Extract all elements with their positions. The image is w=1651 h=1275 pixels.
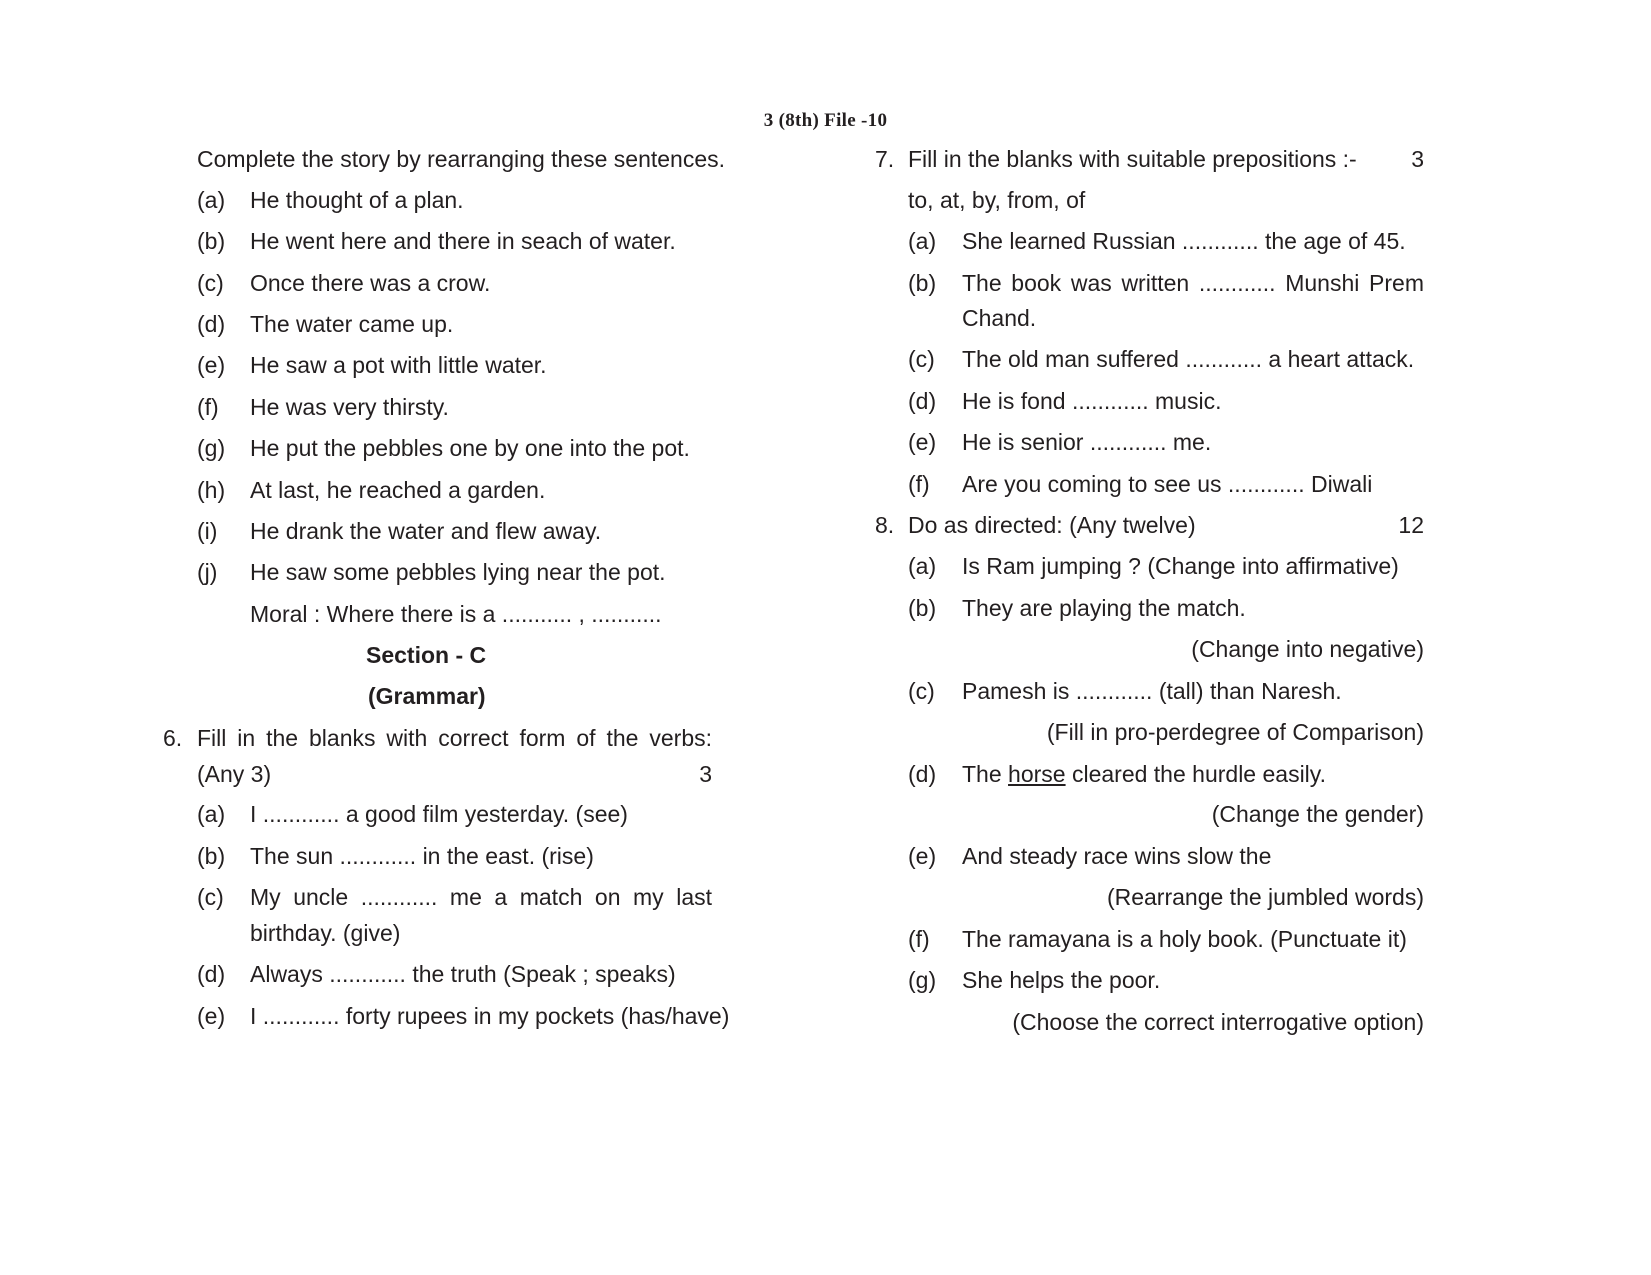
story-item-label: (i) — [197, 518, 218, 544]
story-item-text: He went here and there in seach of water. — [250, 228, 676, 254]
story-item-text: He drank the water and flew away. — [250, 518, 602, 544]
story-item-text: He saw a pot with little water. — [250, 352, 547, 378]
q6-item-text: I ............ forty rupees in my pockets (has/have) — [250, 1003, 730, 1029]
story-item-label: (j) — [197, 559, 218, 585]
q6-item-text-continued: birthday. (give) — [250, 920, 401, 946]
section-title: Section - C — [366, 642, 487, 668]
question-number: 7. — [875, 146, 895, 172]
q7-item-label: (c) — [908, 346, 935, 372]
q8-item-label: (a) — [908, 553, 937, 579]
q7-item-text: Are you coming to see us ............ Diwali — [962, 471, 1373, 497]
story-item-text: He thought of a plan. — [250, 187, 464, 213]
q8-item-text: The ramayana is a holy book. (Punctuate it) — [962, 926, 1407, 952]
story-item-text: He was very thirsty. — [250, 394, 449, 420]
question-note: (Any 3) — [197, 761, 272, 787]
question-number: 6. — [163, 725, 183, 751]
story-item-text: He put the pebbles one by one into the pot. — [250, 435, 690, 461]
q8-item-label: (f) — [908, 926, 930, 952]
q8-item-text: Pamesh is ............ (tall) than Naresh. — [962, 678, 1342, 704]
story-item-text: He saw some pebbles lying near the pot. — [250, 559, 666, 585]
question-marks: 12 — [1398, 512, 1424, 538]
q8-item-label: (c) — [908, 678, 935, 704]
question-marks: 3 — [699, 761, 712, 787]
q8-item-text: They are playing the match. — [962, 595, 1246, 621]
moral-line: Moral : Where there is a ........... , ........... — [250, 601, 662, 627]
q8-item-note: (Rearrange the jumbled words) — [1106, 884, 1424, 910]
q8-item-text-after: cleared the hurdle easily. — [1065, 761, 1326, 787]
q8-item-note: (Change the gender) — [1211, 801, 1424, 827]
story-item-text: Once there was a crow. — [250, 270, 491, 296]
q8-item-label: (d) — [908, 761, 937, 787]
question-marks: 3 — [1411, 146, 1424, 172]
q7-item-text: He is fond ............ music. — [962, 388, 1222, 414]
story-instruction: Complete the story by rearranging these sentences. — [197, 146, 726, 172]
q8-item-note: (Choose the correct interrogative option) — [1012, 1009, 1424, 1035]
q7-item-label: (d) — [908, 388, 937, 414]
q6-item-text: My uncle ............ me a match on my last — [250, 884, 712, 910]
q8-item-text: She helps the poor. — [962, 967, 1161, 993]
story-item-label: (g) — [197, 435, 226, 461]
q6-item-label: (a) — [197, 801, 226, 827]
q6-item-text: Always ............ the truth (Speak ; speaks) — [250, 961, 676, 987]
question-number: 8. — [875, 512, 895, 538]
q7-item-label: (a) — [908, 228, 937, 254]
q8-item-text: And steady race wins slow the — [962, 843, 1272, 869]
q8-item-text-before: The — [962, 761, 1009, 787]
story-item-label: (a) — [197, 187, 226, 213]
q7-item-label: (b) — [908, 270, 937, 296]
q7-item-text: The book was written ............ Munshi Prem — [962, 270, 1424, 296]
story-item-label: (f) — [197, 394, 219, 420]
q6-item-text: I ............ a good film yesterday. (see) — [250, 801, 628, 827]
q6-item-label: (b) — [197, 843, 226, 869]
story-item-label: (b) — [197, 228, 226, 254]
story-item-label: (d) — [197, 311, 226, 337]
story-item-label: (e) — [197, 352, 226, 378]
q8-item-text: Is Ram jumping ? (Change into affirmative) — [962, 553, 1399, 579]
q7-item-text: He is senior ............ me. — [962, 429, 1212, 455]
q8-item-label: (b) — [908, 595, 937, 621]
q6-item-label: (c) — [197, 884, 224, 910]
q7-item-text-continued: Chand. — [962, 305, 1037, 331]
q7-item-label: (e) — [908, 429, 937, 455]
page-header: 3 (8th) File -10 — [763, 110, 888, 131]
q8-item-note: (Fill in pro-perdegree of Comparison) — [1046, 719, 1424, 745]
preposition-options: to, at, by, from, of — [908, 187, 1086, 213]
story-item-label: (h) — [197, 477, 226, 503]
story-item-text: The water came up. — [250, 311, 454, 337]
q7-item-text: The old man suffered ............ a heart attack. — [962, 346, 1415, 372]
q6-item-label: (e) — [197, 1003, 226, 1029]
question-text: Fill in the blanks with suitable prepositions :- — [908, 146, 1357, 172]
q8-item-text — [962, 760, 1326, 788]
story-item-text: At last, he reached a garden. — [250, 477, 546, 503]
story-item-label: (c) — [197, 270, 224, 296]
q6-item-text: The sun ............ in the east. (rise) — [250, 843, 594, 869]
section-subtitle: (Grammar) — [368, 683, 486, 709]
question-text: Do as directed: (Any twelve) — [908, 512, 1196, 538]
q7-item-label: (f) — [908, 471, 930, 497]
q7-item-text: She learned Russian ............ the age of 45. — [962, 228, 1406, 254]
q8-item-label: (e) — [908, 843, 937, 869]
q8-item-note: (Change into negative) — [1191, 636, 1424, 662]
q8-item-label: (g) — [908, 967, 937, 993]
question-text: Fill in the blanks with correct form of the verbs: — [197, 725, 712, 751]
underlined-word: horse — [1008, 761, 1066, 787]
q6-item-label: (d) — [197, 961, 226, 987]
